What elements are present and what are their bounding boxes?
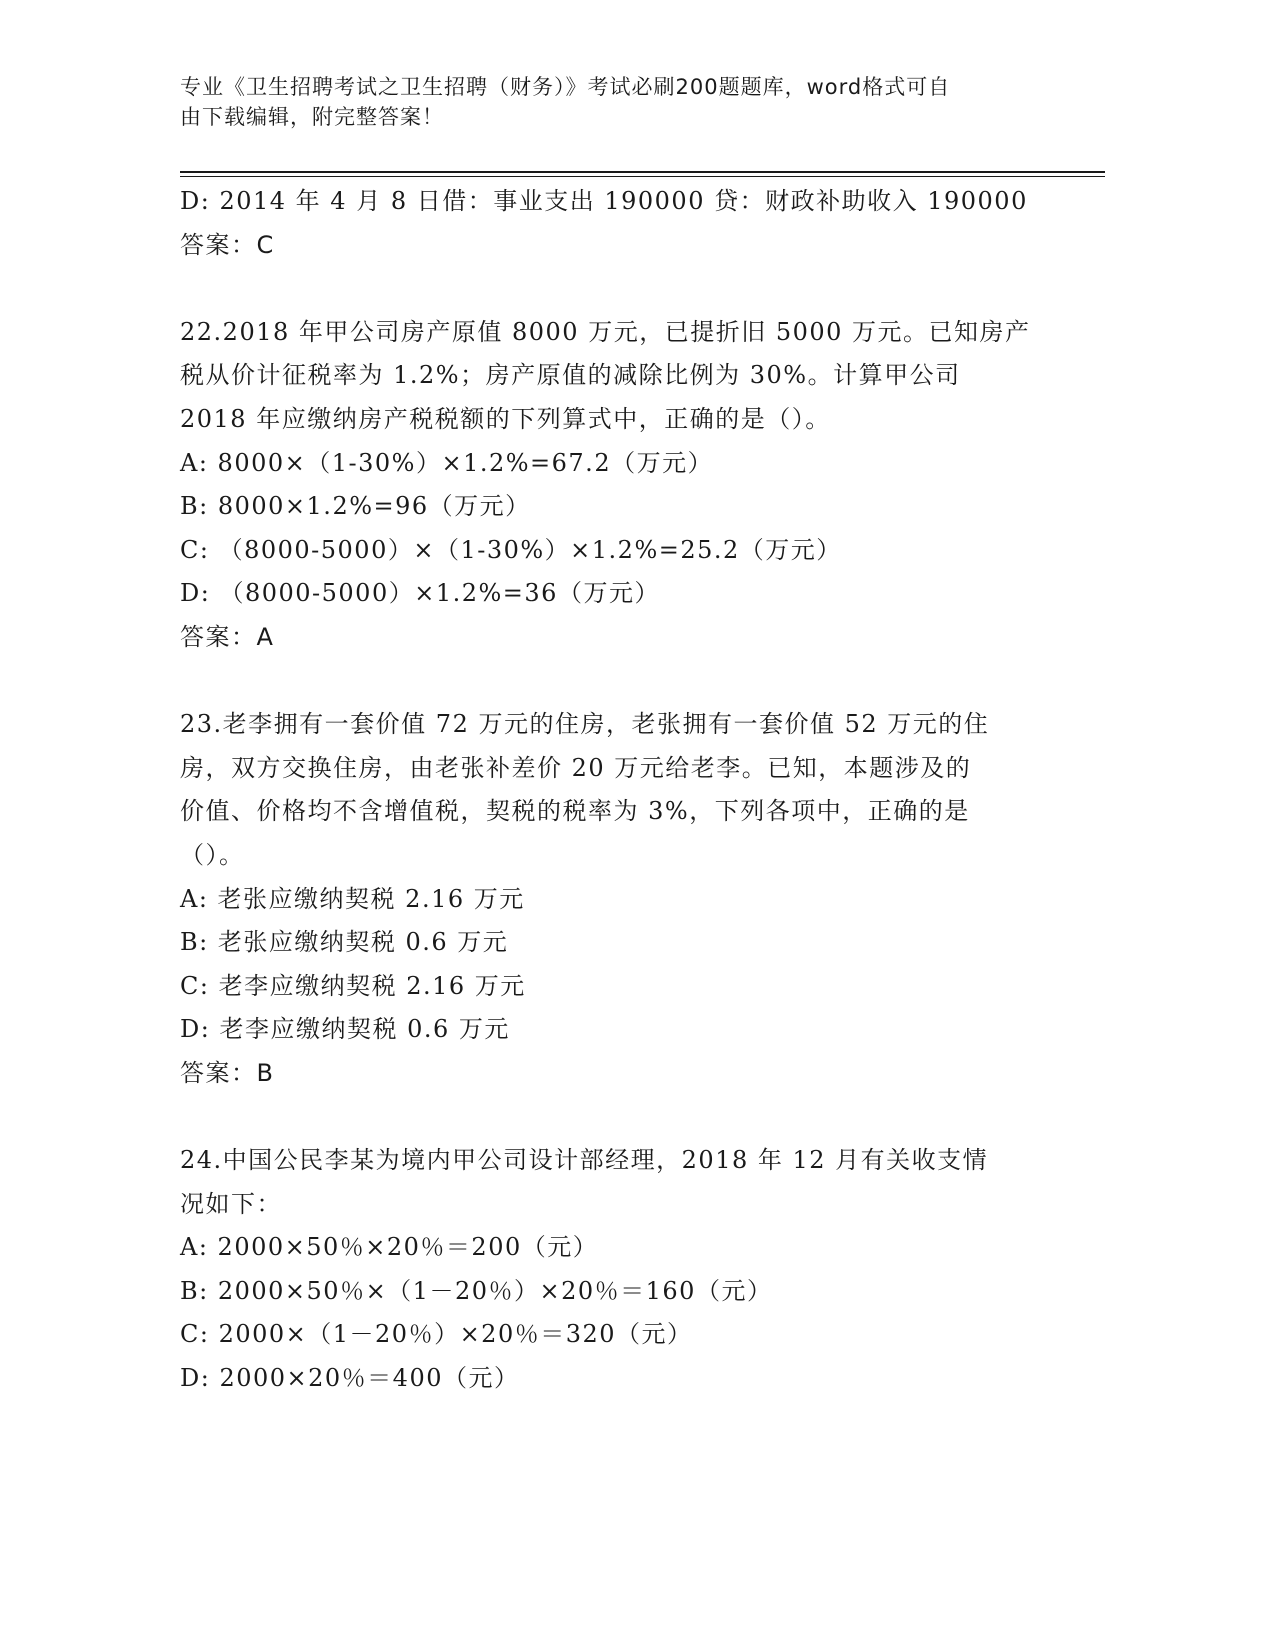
question-stem-line: （）。 [180, 840, 245, 869]
question-23 [180, 703, 1060, 1095]
question-stem-line: 23.老李拥有一套价值 72 万元的住房，老张拥有一套价值 52 万元的住 [180, 710, 990, 739]
option-b: B: 8000×1.2%=96（万元） [180, 492, 531, 521]
question-stem-line: 况如下： [180, 1189, 282, 1218]
header-title-line-1: 专业《卫生招聘考试之卫生招聘（财务）》考试必刷200题题库，word格式可自 [180, 75, 951, 99]
option-c: C: 2000×（1－20％）×20％＝320（元） [180, 1320, 693, 1349]
spacer [180, 660, 1060, 704]
question-stem-line: 税从价计征税率为 1.2%；房产原值的减除比例为 30%。计算甲公司 [180, 361, 961, 390]
question-stem-line: 22.2018 年甲公司房产原值 8000 万元，已提折旧 5000 万元。已知房产 [180, 317, 1031, 346]
option-c: C: （8000-5000）×（1-30%）×1.2%=25.2（万元） [180, 535, 842, 564]
header-divider [180, 171, 1105, 177]
option-d: D: 2000×20％＝400（元） [180, 1364, 520, 1393]
option-a: A: 老张应缴纳契税 2.16 万元 [180, 884, 525, 913]
option-a: A: 2000×50％×20％＝200（元） [180, 1233, 599, 1262]
answer: 答案：A [180, 622, 275, 651]
option-d: D: 2014 年 4 月 8 日借：事业支出 190000 贷：财政补助收入 190000 [180, 187, 1028, 215]
spacer [180, 1095, 1060, 1139]
option-c: C: 老李应缴纳契税 2.16 万元 [180, 971, 526, 1000]
document-body [180, 180, 1060, 1401]
question-21-tail [180, 180, 1060, 267]
question-stem-line: 2018 年应缴纳房产税税额的下列算式中，正确的是（）。 [180, 404, 831, 433]
page-header [180, 72, 1040, 132]
option-b: B: 老张应缴纳契税 0.6 万元 [180, 928, 509, 957]
question-stem-line: 价值、价格均不含增值税，契税的税率为 3%，下列各项中，正确的是 [180, 797, 970, 826]
option-d: D: 老李应缴纳契税 0.6 万元 [180, 1015, 510, 1044]
option-d: D: （8000-5000）×1.2%=36（万元） [180, 579, 660, 608]
question-stem-line: 24.中国公民李某为境内甲公司设计部经理，2018 年 12 月有关收支情 [180, 1146, 989, 1175]
header-title-line-2: 由下载编辑，附完整答案！ [180, 105, 444, 129]
question-24 [180, 1139, 1060, 1401]
answer: 答案：B [180, 1058, 275, 1087]
option-b: B: 2000×50％×（1－20％）×20％＝160（元） [180, 1276, 773, 1305]
option-a: A: 8000×（1-30%）×1.2%=67.2（万元） [180, 448, 714, 477]
question-stem-line: 房，双方交换住房，由老张补差价 20 万元给老李。已知，本题涉及的 [180, 753, 972, 782]
answer: 答案：C [180, 230, 275, 259]
question-22 [180, 311, 1060, 660]
spacer [180, 267, 1060, 311]
